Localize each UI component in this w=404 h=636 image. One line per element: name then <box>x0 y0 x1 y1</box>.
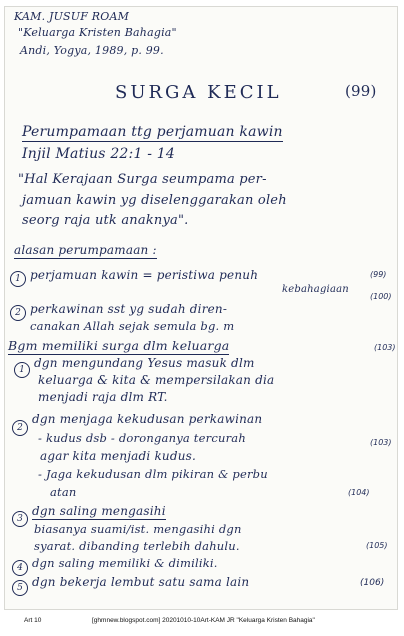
page-title: SURGA KECIL <box>115 82 282 103</box>
item-b5-line1: dgn bekerja lembut satu sama lain <box>32 575 250 589</box>
item-a1-continuation: kebahagiaan <box>282 284 349 295</box>
item-a2-text: perkawinan sst yg sudah diren- <box>30 302 228 316</box>
alasan-label: alasan perumpamaan : <box>14 243 157 257</box>
item-a1-ref: (99) <box>370 270 387 279</box>
item-a1-text: perjamuan kawin = peristiwa penuh <box>30 268 259 282</box>
section-b-ref: (103) <box>374 343 396 352</box>
quote-line-1: "Hal Kerajaan Surga seumpama per- <box>18 172 267 187</box>
item-b2-line2: - kudus dsb - doronganya tercurah <box>38 431 246 445</box>
item-b3-line2: biasanya suami/ist. mengasihi dgn <box>34 522 242 536</box>
item-b2-line5: atan <box>50 485 77 499</box>
item-b3-line3: syarat. dibanding terlebih dahulu. <box>34 539 240 553</box>
source-author: KAM. JUSUF ROAM <box>14 10 130 23</box>
footer-article-number: Art 10 <box>24 617 42 624</box>
item-b3-ref: (105) <box>366 541 388 550</box>
scripture-reference: Injil Matius 22:1 - 14 <box>22 146 176 162</box>
item-b2-ref: (103) <box>370 438 392 447</box>
item-b2-line4: - Jaga kekudusan dlm pikiran & perbu <box>38 467 268 481</box>
section-heading: Perumpamaan ttg perjamuan kawin <box>22 124 283 140</box>
footer-source-text: [ghmnew.blogspot.com] 20201010-10Art-KAM JR "Keluarga Kristen Bahagia" <box>92 617 315 624</box>
item-b2-ref-2: (104) <box>348 488 370 497</box>
item-b1-number: 1 <box>14 362 30 378</box>
item-b4-number: 4 <box>12 560 28 576</box>
item-b4-line1: dgn saling memiliki & dimiliki. <box>32 556 218 570</box>
quote-line-3: seorg raja utk anaknya". <box>22 213 189 228</box>
item-b5-ref: (106) <box>360 578 385 588</box>
item-a2-number: 2 <box>10 305 26 321</box>
source-book: "Keluarga Kristen Bahagia" <box>18 26 177 39</box>
quote-line-2: jamuan kawin yg diselenggarakan oleh <box>22 193 287 208</box>
item-b2-number: 2 <box>12 420 28 436</box>
item-b3-number: 3 <box>12 511 28 527</box>
item-b1-line2: keluarga & kita & mempersilakan dia <box>38 373 275 387</box>
item-a2-ref: (100) <box>370 292 392 301</box>
item-b1-line3: menjadi raja dlm RT. <box>38 390 168 404</box>
item-b2-line3: agar kita menjadi kudus. <box>40 449 197 463</box>
item-b5-number: 5 <box>12 580 28 596</box>
item-b2-line1: dgn menjaga kekudusan perkawinan <box>32 412 263 426</box>
page-ref: (99) <box>345 82 377 100</box>
section-b-heading: Bgm memiliki surga dlm keluarga <box>8 338 230 353</box>
item-a1-number: 1 <box>10 271 26 287</box>
item-b3-line1: dgn saling mengasihi <box>32 504 166 518</box>
source-publisher: Andi, Yogya, 1989, p. 99. <box>20 44 164 57</box>
item-a2-continuation: canakan Allah sejak semula bg. m <box>30 319 235 333</box>
item-b1-line1: dgn mengundang Yesus masuk dlm <box>34 356 255 370</box>
